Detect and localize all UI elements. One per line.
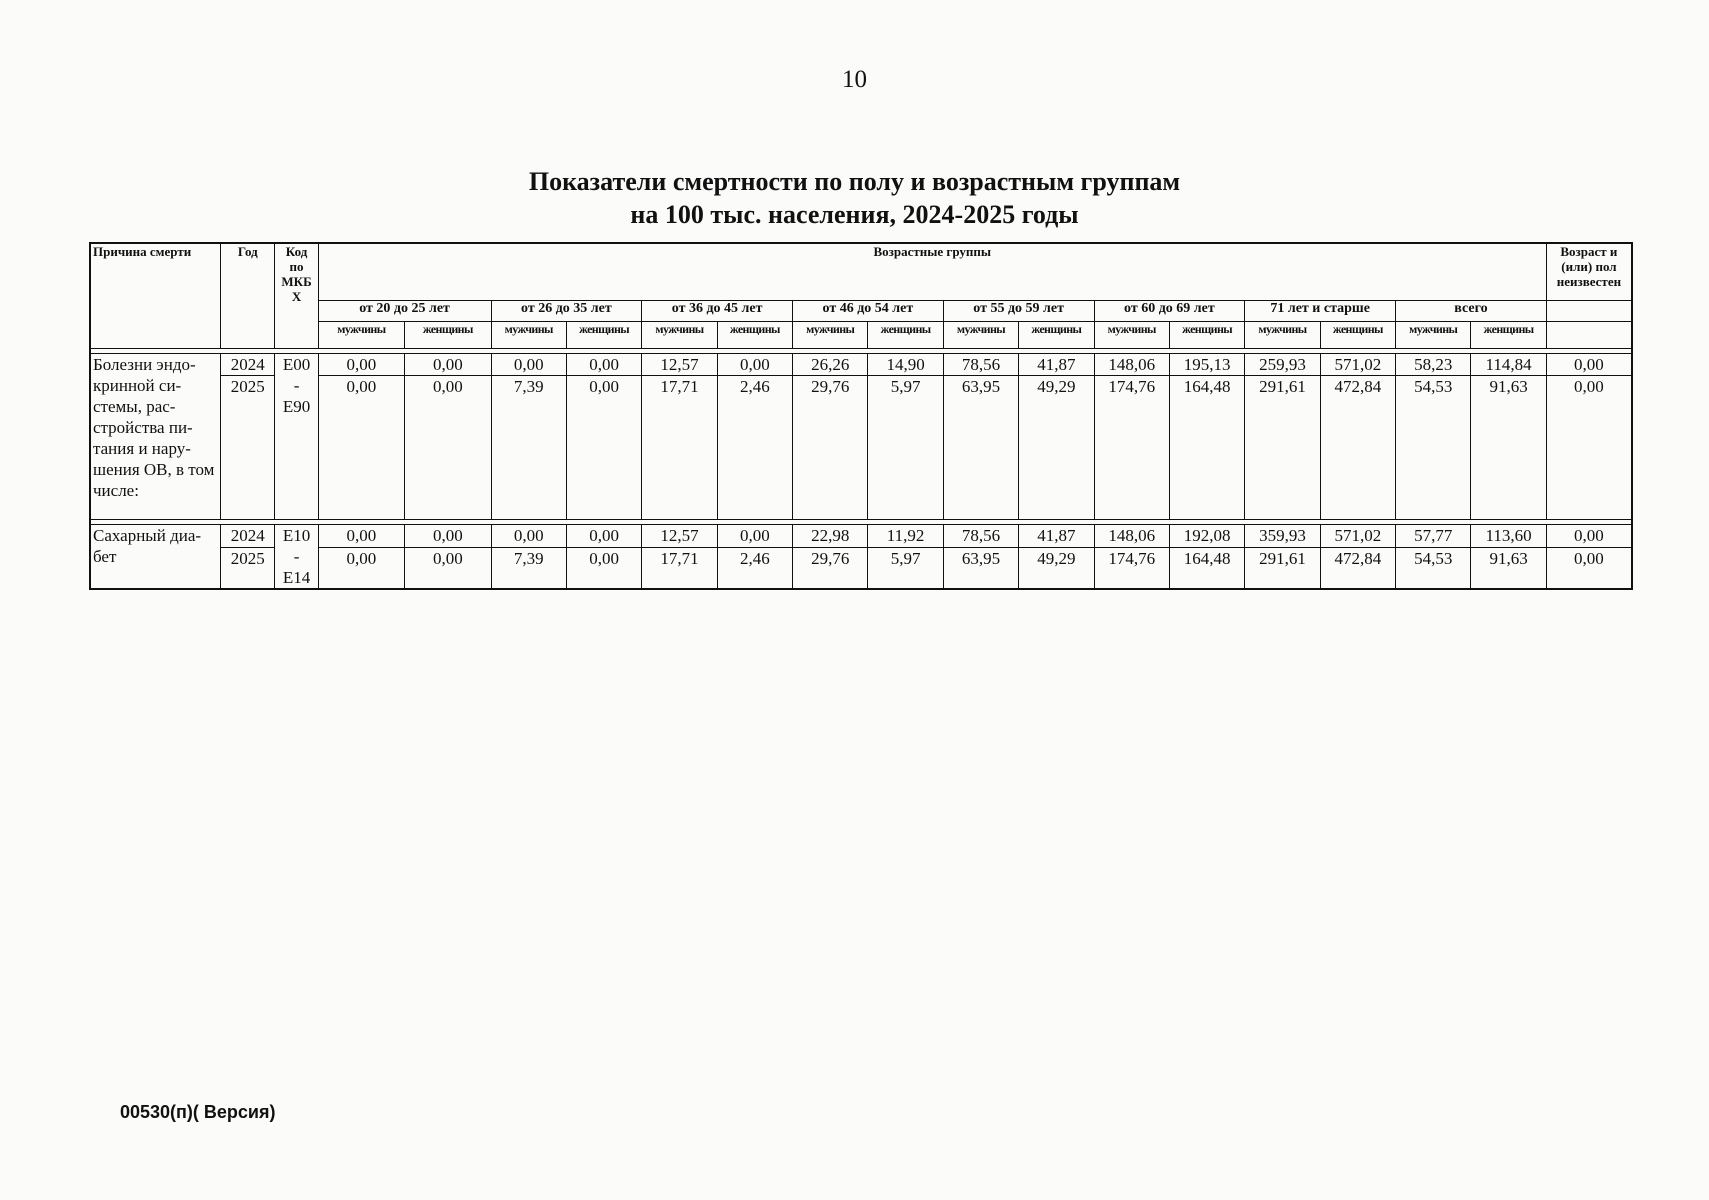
table-row	[90, 354, 1632, 376]
value-cell: 192,08	[1169, 525, 1244, 548]
year-cell: 2024	[221, 525, 275, 548]
value-cell: 472,84	[1320, 376, 1395, 520]
header-group: от 60 до 69 лет	[1094, 301, 1245, 322]
value-cell: 54,53	[1396, 547, 1471, 589]
header-group: от 36 до 45 лет	[642, 301, 793, 322]
value-cell: 571,02	[1320, 525, 1395, 548]
value-cell: 29,76	[793, 547, 868, 589]
value-cell: 22,98	[793, 525, 868, 548]
value-cell: 2,46	[717, 376, 792, 520]
value-cell: 12,57	[642, 354, 717, 376]
header-female: женщины	[1320, 322, 1395, 349]
value-cell: 63,95	[943, 547, 1018, 589]
mortality-table	[89, 242, 1633, 590]
value-cell: 26,26	[793, 354, 868, 376]
year-cell: 2024	[221, 354, 275, 376]
header-female: женщины	[1169, 322, 1244, 349]
value-cell: 291,61	[1245, 547, 1320, 589]
header-female: женщины	[717, 322, 792, 349]
value-cell: 472,84	[1320, 547, 1395, 589]
value-cell: 164,48	[1169, 376, 1244, 520]
value-cell: 0,00	[405, 525, 491, 548]
icd-code-part: E14	[282, 568, 311, 587]
header-empty-cell	[1546, 301, 1632, 322]
value-cell: 0,00	[566, 354, 641, 376]
value-cell: 78,56	[943, 354, 1018, 376]
value-cell: 164,48	[1169, 547, 1244, 589]
value-cell: 7,39	[491, 376, 566, 520]
page-title	[0, 165, 1709, 231]
value-cell: 57,77	[1396, 525, 1471, 548]
value-cell: 78,56	[943, 525, 1018, 548]
unknown-value-cell: 0,00	[1546, 547, 1632, 589]
value-cell: 148,06	[1094, 354, 1169, 376]
value-cell: 0,00	[566, 547, 641, 589]
year-cell: 2025	[221, 376, 275, 520]
value-cell: 49,29	[1019, 376, 1094, 520]
title-line-2: на 100 тыс. населения, 2024-2025 годы	[630, 200, 1079, 229]
value-cell: 91,63	[1471, 547, 1546, 589]
icd-code-part: -	[293, 547, 300, 566]
value-cell: 17,71	[642, 376, 717, 520]
value-cell: 2,46	[717, 547, 792, 589]
value-cell: 58,23	[1396, 354, 1471, 376]
header-age-groups: Возрастные группы	[318, 243, 1546, 301]
value-cell: 174,76	[1094, 547, 1169, 589]
header-empty-cell	[1546, 322, 1632, 349]
value-cell: 29,76	[793, 376, 868, 520]
value-cell: 0,00	[318, 547, 404, 589]
header-group: от 55 до 59 лет	[943, 301, 1094, 322]
header-group: 71 лет и старше	[1245, 301, 1396, 322]
icd-code-part: -	[293, 376, 300, 395]
value-cell: 291,61	[1245, 376, 1320, 520]
icd-code-part: E10	[282, 526, 311, 545]
value-cell: 11,92	[868, 525, 943, 548]
header-group: от 46 до 54 лет	[793, 301, 944, 322]
value-cell: 0,00	[717, 354, 792, 376]
value-cell: 114,84	[1471, 354, 1546, 376]
header-male: мужчины	[1245, 322, 1320, 349]
value-cell: 17,71	[642, 547, 717, 589]
header-male: мужчины	[943, 322, 1018, 349]
value-cell: 14,90	[868, 354, 943, 376]
unknown-value-cell: 0,00	[1546, 354, 1632, 376]
header-male: мужчины	[1396, 322, 1471, 349]
icd-code-cell	[275, 525, 318, 590]
value-cell: 571,02	[1320, 354, 1395, 376]
value-cell: 41,87	[1019, 525, 1094, 548]
value-cell: 12,57	[642, 525, 717, 548]
value-cell: 0,00	[491, 525, 566, 548]
table-row	[90, 525, 1632, 548]
header-code: Код по МКБ X	[275, 243, 318, 349]
value-cell: 0,00	[566, 525, 641, 548]
icd-code-part: E00	[282, 355, 311, 374]
value-cell: 0,00	[405, 376, 491, 520]
year-cell: 2025	[221, 547, 275, 589]
title-line-1: Показатели смертности по полу и возрастным группам	[528, 167, 1181, 196]
page-number: 10	[842, 66, 867, 93]
header-year: Год	[221, 243, 275, 349]
value-cell: 5,97	[868, 376, 943, 520]
table-row	[90, 547, 1632, 589]
header-male: мужчины	[793, 322, 868, 349]
header-female: женщины	[1471, 322, 1546, 349]
value-cell: 54,53	[1396, 376, 1471, 520]
header-male: мужчины	[491, 322, 566, 349]
value-cell: 0,00	[566, 376, 641, 520]
header-female: женщины	[405, 322, 491, 349]
unknown-value-cell: 0,00	[1546, 376, 1632, 520]
value-cell: 148,06	[1094, 525, 1169, 548]
value-cell: 0,00	[491, 354, 566, 376]
icd-code-cell	[275, 354, 318, 520]
value-cell: 63,95	[943, 376, 1018, 520]
value-cell: 113,60	[1471, 525, 1546, 548]
header-female: женщины	[1019, 322, 1094, 349]
header-female: женщины	[566, 322, 641, 349]
form-version-footer: 00530(п)( Версия)	[120, 1102, 276, 1122]
value-cell: 91,63	[1471, 376, 1546, 520]
value-cell: 0,00	[318, 354, 404, 376]
value-cell: 259,93	[1245, 354, 1320, 376]
value-cell: 49,29	[1019, 547, 1094, 589]
value-cell: 0,00	[318, 525, 404, 548]
value-cell: 0,00	[717, 525, 792, 548]
header-male: мужчины	[1094, 322, 1169, 349]
unknown-value-cell: 0,00	[1546, 525, 1632, 548]
value-cell: 0,00	[405, 354, 491, 376]
value-cell: 0,00	[318, 376, 404, 520]
value-cell: 7,39	[491, 547, 566, 589]
header-male: мужчины	[642, 322, 717, 349]
table-row	[90, 376, 1632, 520]
value-cell: 359,93	[1245, 525, 1320, 548]
value-cell: 195,13	[1169, 354, 1244, 376]
value-cell: 41,87	[1019, 354, 1094, 376]
header-female: женщины	[868, 322, 943, 349]
icd-code-part: E90	[282, 397, 311, 416]
header-unknown: Возраст и (или) пол неизвестен	[1546, 243, 1632, 301]
value-cell: 174,76	[1094, 376, 1169, 520]
value-cell: 5,97	[868, 547, 943, 589]
header-male: мужчины	[318, 322, 404, 349]
cause-cell: Болезни эндо-кринной си-стемы, рас-стройства пи-тания и нару-шения ОВ, в том числе:	[90, 354, 221, 520]
value-cell: 0,00	[405, 547, 491, 589]
header-group: от 20 до 25 лет	[318, 301, 491, 322]
cause-cell: Сахарный диа-бет	[90, 525, 221, 590]
header-group: всего	[1396, 301, 1547, 322]
header-group: от 26 до 35 лет	[491, 301, 642, 322]
header-cause: Причина смерти	[90, 243, 221, 349]
